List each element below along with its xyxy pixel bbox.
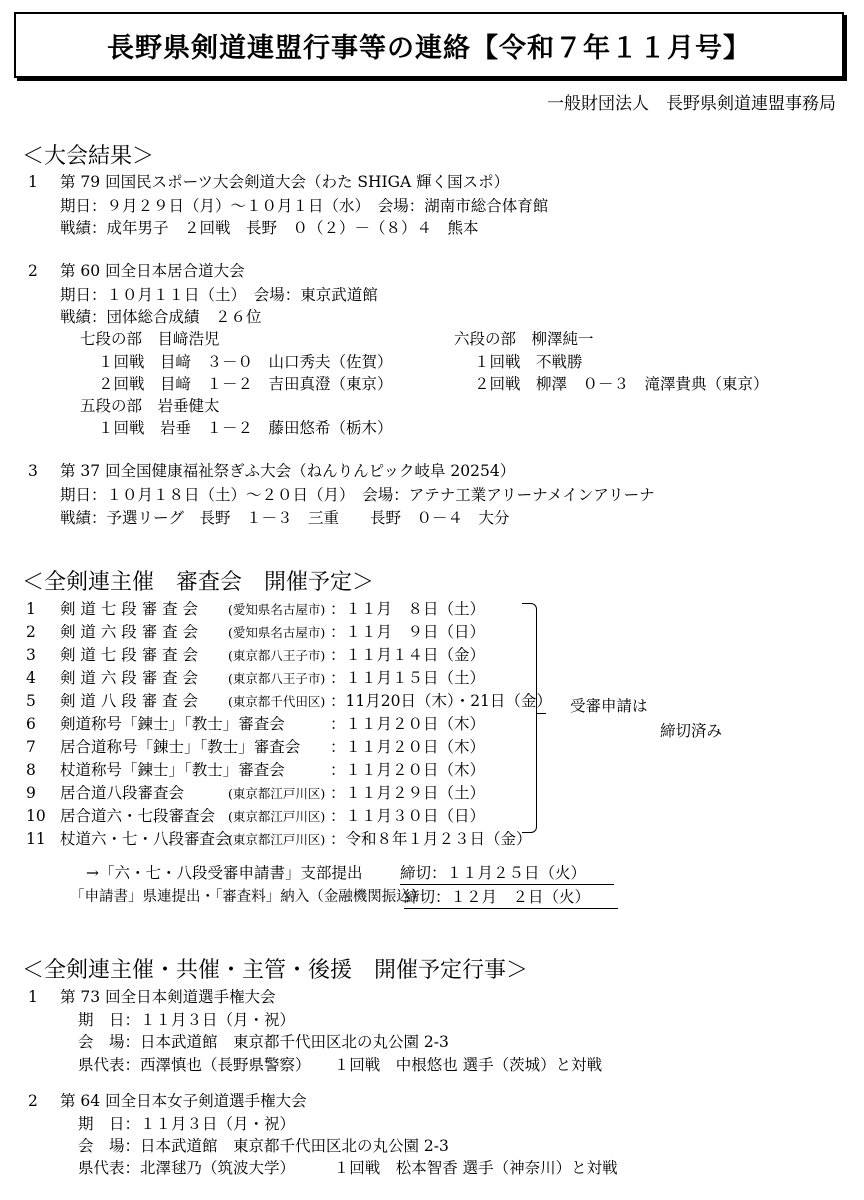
exam-name: 剣道称号「錬士」「教士」審査会 [60, 715, 285, 733]
exam-location: (東京都八王子市) [228, 671, 326, 686]
exam-location: (愛知県名古屋市) [228, 625, 326, 640]
event-date: 期日：１０月１８日（土）～２０日（月） 会場：アテナ工業アリーナメインアリーナ [60, 486, 655, 504]
deadline-note: 締切済み [660, 722, 723, 740]
section-heading-events: ＜全剣連主催・共催・主管・後援 開催予定行事＞ [22, 958, 529, 983]
exam-location: (東京都江戸川区) [228, 786, 326, 801]
submission-note: →「六・七・八段受審申請書」支部提出 [86, 864, 363, 882]
exam-date: ：令和８年１月２３日（金） [330, 830, 532, 848]
event-name: 第 79 回国民スポーツ大会剣道大会（わた SHIGA 輝く国スポ） [60, 173, 510, 191]
page-title: 長野県剣道連盟行事等の連絡【令和７年１１月号】 [14, 12, 844, 78]
division-heading: 五段の部 岩垂健太 [80, 397, 220, 415]
event-name: 第 60 回全日本居合道大会 [60, 262, 245, 280]
exam-location: (東京都江戸川区) [228, 809, 326, 824]
exam-date: ：１１月２０日（木） [330, 715, 486, 733]
exam-number: 6 [26, 715, 36, 733]
exam-date: ：11月20日（木）・21日（金） [330, 692, 552, 710]
exam-name: 杖道六・七・八段審査会 [60, 830, 231, 848]
event-date: 期日：１０月１１日（土） 会場：東京武道館 [60, 286, 378, 304]
exam-name: 剣 道 八 段 審 査 会 [60, 692, 199, 710]
exam-name: 剣 道 六 段 審 査 会 [60, 669, 199, 687]
match-result: １回戦 岩垂 １－２ 藤田悠希（栃木） [98, 419, 393, 437]
exam-date: ：１１月２０日（木） [330, 761, 486, 779]
match-result: ２回戦 目﨑 １－２ 吉田真澄（東京） [98, 375, 393, 393]
bracket-tip [536, 713, 546, 714]
exam-number: 5 [26, 692, 36, 710]
bracket [522, 603, 537, 833]
exam-number: 7 [26, 738, 36, 756]
exam-date: ：１１月１５日（土） [330, 669, 486, 687]
exam-date: ：１１月 ８日（土） [330, 600, 486, 618]
section-heading-exams: ＜全剣連主催 審査会 開催予定＞ [22, 570, 375, 595]
item-number: 1 [28, 173, 38, 191]
event-date: 期日：９月２９日（月）～１０月１日（水） 会場：湖南市総合体育館 [60, 197, 549, 215]
section-heading-results: ＜大会結果＞ [22, 144, 155, 169]
exam-number: 8 [26, 761, 36, 779]
prefecture-representative: 県代表：西澤慎也（長野県警察） １回戦 中根悠也 選手（茨城）と対戦 [78, 1056, 603, 1074]
exam-number: 3 [26, 646, 36, 664]
organization: 一般財団法人 長野県剣道連盟事務局 [547, 94, 836, 114]
exam-name: 居合道八段審査会 [60, 784, 185, 802]
exam-location: (愛知県名古屋市) [228, 602, 326, 617]
exam-name: 居合道六・七段審査会 [60, 807, 216, 825]
match-result: １回戦 不戦勝 [474, 353, 583, 371]
match-result: ２回戦 柳澤 ０－３ 滝澤貴典（東京） [474, 375, 769, 393]
exam-date: ：１１月３０日（日） [330, 807, 486, 825]
exam-date: ：１１月 ９日（日） [330, 623, 486, 641]
event-name: 第 64 回全日本女子剣道選手権大会 [60, 1092, 307, 1110]
event-result: 戦績：団体総合成績 ２６位 [60, 308, 262, 326]
prefecture-representative: 県代表：北澤毬乃（筑波大学） １回戦 松本智香 選手（神奈川）と対戦 [78, 1159, 618, 1177]
exam-number: 11 [26, 830, 46, 848]
exam-name: 剣 道 六 段 審 査 会 [60, 623, 199, 641]
exam-number: 1 [26, 600, 36, 618]
item-number: 2 [28, 262, 38, 280]
exam-date: ：１１月２０日（木） [330, 738, 486, 756]
exam-date: ：１１月２９日（土） [330, 784, 486, 802]
deadline-note: 受審申請は [570, 697, 648, 715]
exam-date: ：１１月１４日（金） [330, 646, 486, 664]
exam-location: (東京都八王子市) [228, 648, 326, 663]
item-number: 3 [28, 462, 38, 480]
division-heading: 七段の部 目﨑浩児 [80, 330, 220, 348]
event-date: 期 日：１１月３日（月・祝） [78, 1011, 296, 1029]
event-name: 第 73 回全日本剣道選手権大会 [60, 988, 276, 1006]
exam-number: 2 [26, 623, 36, 641]
submission-deadline: 締切：１１月２５日（火） [400, 866, 614, 885]
match-result: １回戦 目﨑 ３－０ 山口秀夫（佐賀） [98, 353, 393, 371]
division-heading: 六段の部 柳澤純一 [454, 330, 594, 348]
event-name: 第 37 回全国健康福祉祭ぎふ大会（ねんりんピック岐阜 20254） [60, 462, 516, 480]
exam-location: (東京都千代田区) [228, 694, 326, 709]
exam-number: 10 [26, 807, 46, 825]
event-venue: 会 場：日本武道館 東京都千代田区北の丸公園 2-3 [78, 1033, 449, 1051]
exam-number: 4 [26, 669, 36, 687]
submission-deadline: 締切：１２月 ２日（火） [404, 890, 618, 909]
exam-name: 剣 道 七 段 審 査 会 [60, 600, 199, 618]
exam-name: 杖道称号「錬士」「教士」審査会 [60, 761, 285, 779]
exam-name: 剣 道 七 段 審 査 会 [60, 646, 199, 664]
exam-number: 9 [26, 784, 36, 802]
item-number: 2 [28, 1092, 38, 1110]
event-result: 戦績：成年男子 ２回戦 長野 ０（２）－（８）４ 熊本 [60, 219, 479, 237]
exam-name: 居合道称号「錬士」「教士」審査会 [60, 738, 301, 756]
submission-note: 「申請書」県連提出・「審査料」納入（金融機関振込） [70, 889, 426, 905]
exam-location: (東京都江戸川区) [228, 832, 326, 847]
event-result: 戦績：予選リーグ 長野 １－３ 三重 長野 ０－４ 大分 [60, 509, 510, 527]
event-venue: 会 場：日本武道館 東京都千代田区北の丸公園 2-3 [78, 1137, 449, 1155]
item-number: 1 [28, 988, 38, 1006]
event-date: 期 日：１１月３日（月・祝） [78, 1115, 296, 1133]
